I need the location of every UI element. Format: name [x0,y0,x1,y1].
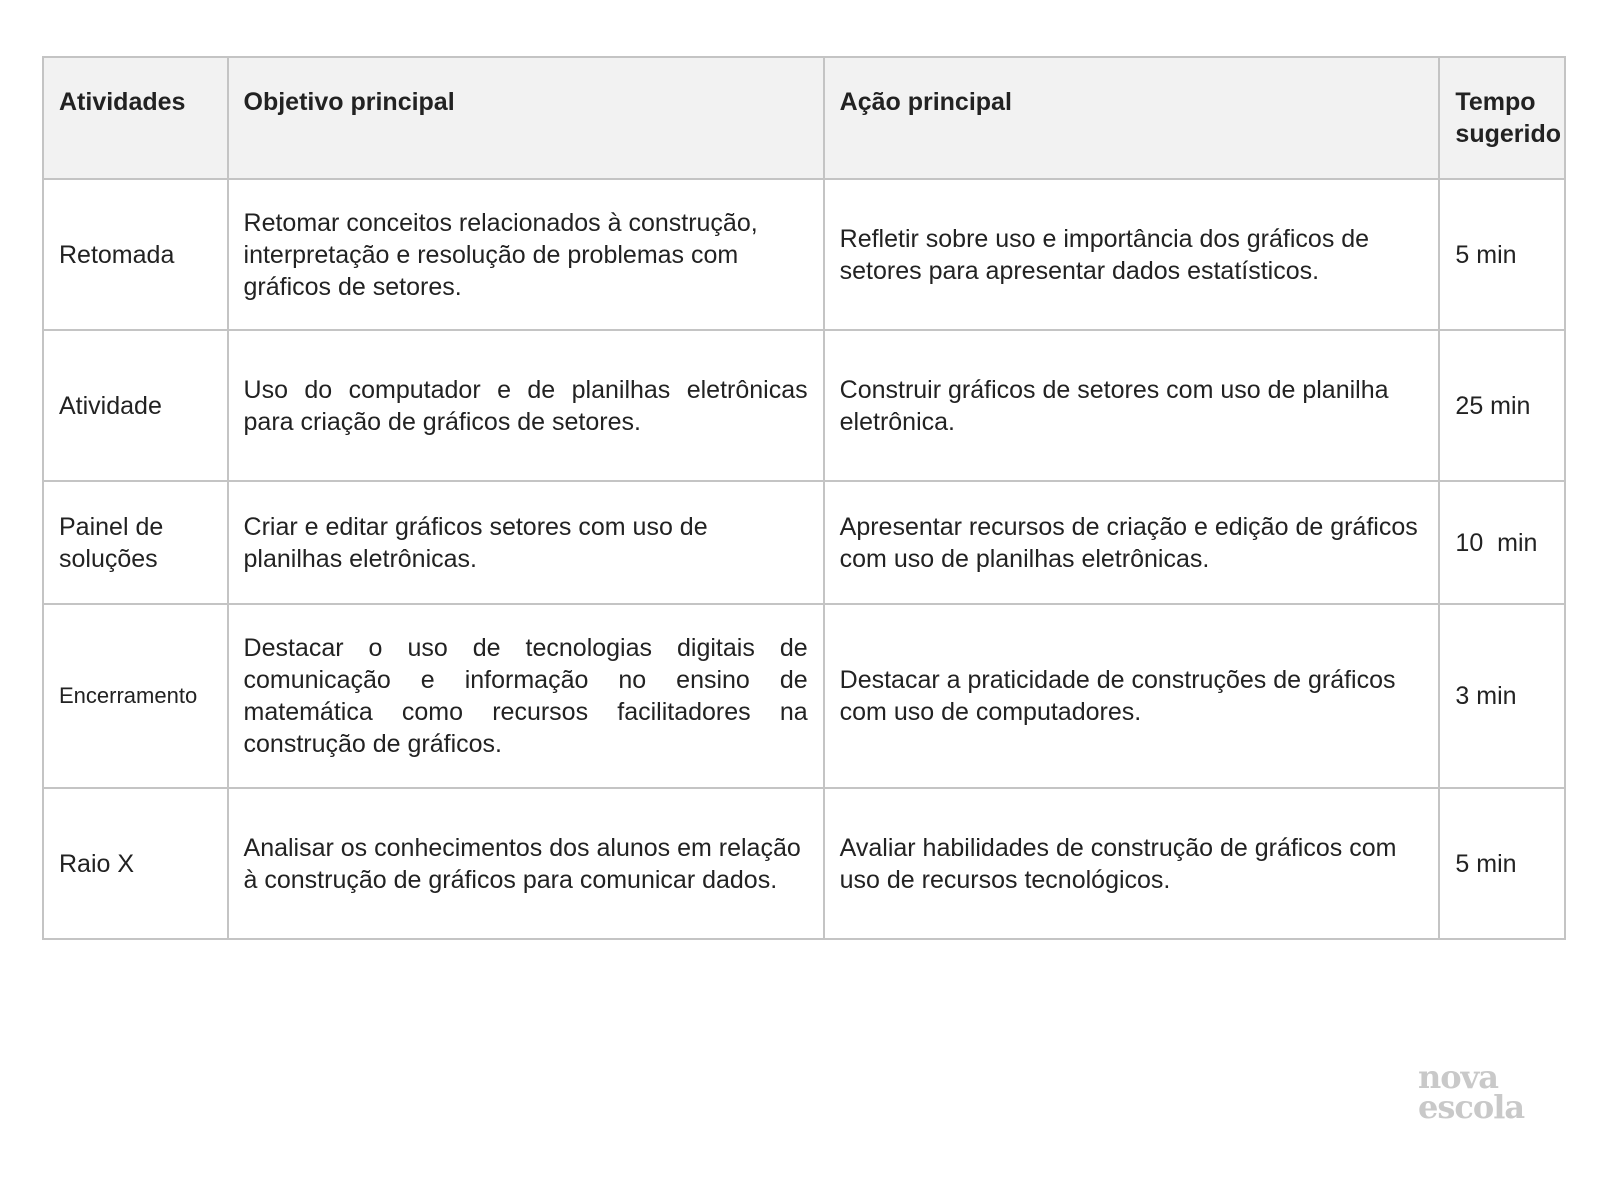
logo-line-nova: nova [1418,1058,1498,1096]
header-tempo-sugerido: Tempo sugerido [1439,57,1565,179]
cell-objetivo: Uso do computador e de planilhas eletrônicas para criação de gráficos de setores. [228,330,824,481]
cell-atividade: Painel de soluções [43,481,228,604]
cell-objetivo: Criar e editar gráficos setores com uso de planilhas eletrônicas. [228,481,824,604]
cell-tempo: 5 min [1439,788,1565,939]
cell-tempo: 10 min [1439,481,1565,604]
table-header-row [43,57,1565,179]
cell-tempo: 3 min [1439,604,1565,788]
lesson-plan-table [42,56,1566,940]
cell-objetivo: Retomar conceitos relacionados à construção, interpretação e resolução de problemas com gráficos de setores. [228,179,824,330]
cell-atividade: Raio X [43,788,228,939]
table-row [43,604,1565,788]
table-row [43,179,1565,330]
header-acao-principal: Ação principal [824,57,1440,179]
cell-atividade: Atividade [43,330,228,481]
cell-acao: Construir gráficos de setores com uso de planilha eletrônica. [824,330,1440,481]
cell-tempo: 25 min [1439,330,1565,481]
cell-objetivo: Analisar os conhecimentos dos alunos em relação à construção de gráficos para comunicar dados. [228,788,824,939]
table-row [43,481,1565,604]
logo-line-escola: escola [1418,1088,1525,1126]
cell-objetivo: Destacar o uso de tecnologias digitais de comunicação e informação no ensino de matemática como recursos facilitadores na construção de gráficos. [228,604,824,788]
cell-acao: Avaliar habilidades de construção de gráficos com uso de recursos tecnológicos. [824,788,1440,939]
cell-acao: Refletir sobre uso e importância dos gráficos de setores para apresentar dados estatísticos. [824,179,1440,330]
table-row [43,330,1565,481]
cell-acao: Destacar a praticidade de construções de gráficos com uso de computadores. [824,604,1440,788]
header-atividades: Atividades [43,57,228,179]
nova-escola-logo [1418,1058,1525,1126]
cell-atividade: Encerramento [43,604,228,788]
cell-atividade: Retomada [43,179,228,330]
header-objetivo-principal: Objetivo principal [228,57,824,179]
cell-tempo: 5 min [1439,179,1565,330]
cell-acao: Apresentar recursos de criação e edição de gráficos com uso de planilhas eletrônicas. [824,481,1440,604]
table-row [43,788,1565,939]
